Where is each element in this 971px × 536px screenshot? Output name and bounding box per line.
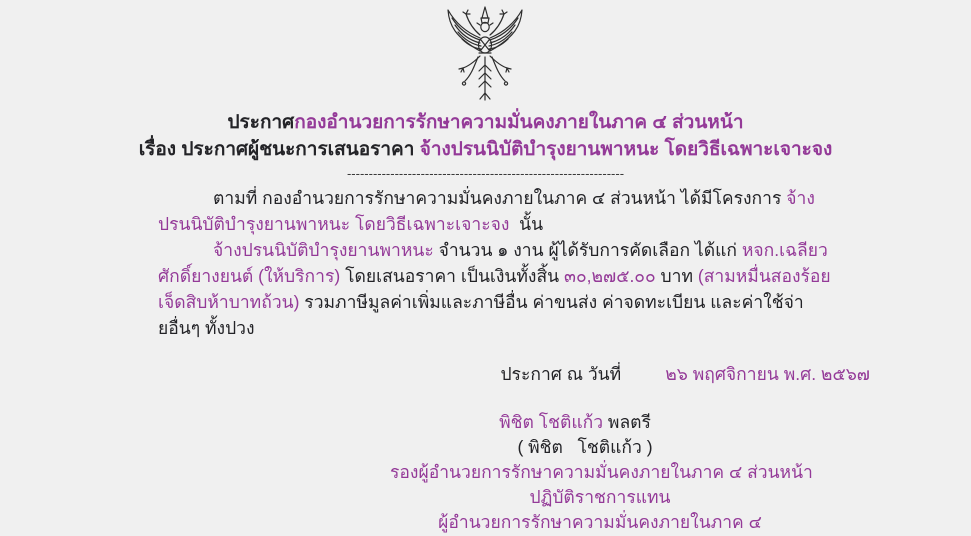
signer-rank: พลตรี (603, 412, 651, 432)
p2-seg-quantity: จำนวน ๑ งาน ผู้ได้รับการคัดเลือก ได้แก่ (433, 240, 742, 260)
p2-seg-offer: โดยเสนอราคา เป็นเงินทั้งสิ้น (340, 266, 564, 286)
p2-seg-amount-digits: ๓๐,๒๗๕.๐๐ (564, 266, 656, 286)
subject-project-name: จ้างปรนนิบัติบำรุงยานพาหนะ โดยวิธีเฉพาะเจาะจง (419, 139, 833, 160)
acting-on-behalf: ปฏิบัติราชการแทน (529, 487, 671, 507)
p2-seg-project: จ้างปรนนิบัติบำรุงยานพาหนะ (213, 240, 434, 260)
signer-name: พิชิต โชติแก้ว (499, 412, 604, 432)
p2-seg-baht: บาท (655, 266, 698, 286)
p2-seg-amount-words: (สามหมื่นสองร้อยเจ็ดสิบห้าบาทถ้วน) (158, 266, 831, 312)
p2-seg-winner: หจก.เฉลียวศักดิ์ยางยนต์ (ให้บริการ) (158, 240, 828, 286)
p2-seg-taxes: รวมภาษีมูลค่าเพิ่มและภาษีอื่น ค่าขนส่ง ค่าจดทะเบียน และค่าใช้จ่ายอื่นๆ ทั้งปวง (158, 292, 804, 338)
paragraph-award (158, 237, 834, 341)
title-agency-name: กองอำนวยการรักษาความมั่นคงภายในภาค ๔ ส่วนหน้า (294, 112, 744, 133)
signer-position: รองผู้อำนวยการรักษาความมั่นคงภายในภาค ๔ ส่วนหน้า (390, 462, 813, 482)
signature-block (390, 410, 813, 535)
dashed-separator: ---------------------------------------------------------------- (346, 166, 625, 181)
announcement-title (0, 109, 971, 136)
announcement-subject (0, 136, 971, 163)
date-value: ๒๖ พฤศจิกายน พ.ศ. ๒๕๖๗ (665, 364, 870, 384)
paragraph-reference (158, 185, 834, 237)
p1-seg-project: จ้างปรนนิบัติบำรุงยานพาหนะ โดยวิธีเฉพาะเจาะจง (158, 188, 815, 234)
announcement-date-line (481, 339, 870, 409)
signer-name-parenthesized: ( พิชิต โชติแก้ว ) (517, 437, 653, 457)
title-prefix: ประกาศ (227, 112, 295, 133)
garuda-emblem-icon (435, 5, 535, 105)
date-label: ประกาศ ณ วันที่ (500, 364, 622, 384)
signer-name-line (365, 410, 785, 435)
p1-seg-closing: นั้น (509, 214, 544, 234)
title-block (0, 109, 971, 181)
p1-seg-black: ตามที่ กองอำนวยการรักษาความมั่นคงภายในภาค ๔ ส่วนหน้า ได้มีโครงการ (213, 188, 787, 208)
subject-prefix: เรื่อง ประกาศผู้ชนะการเสนอราคา (138, 139, 420, 160)
principal-position: ผู้อำนวยการรักษาความมั่นคงภายในภาค ๔ (438, 512, 762, 532)
body-text (158, 185, 834, 341)
